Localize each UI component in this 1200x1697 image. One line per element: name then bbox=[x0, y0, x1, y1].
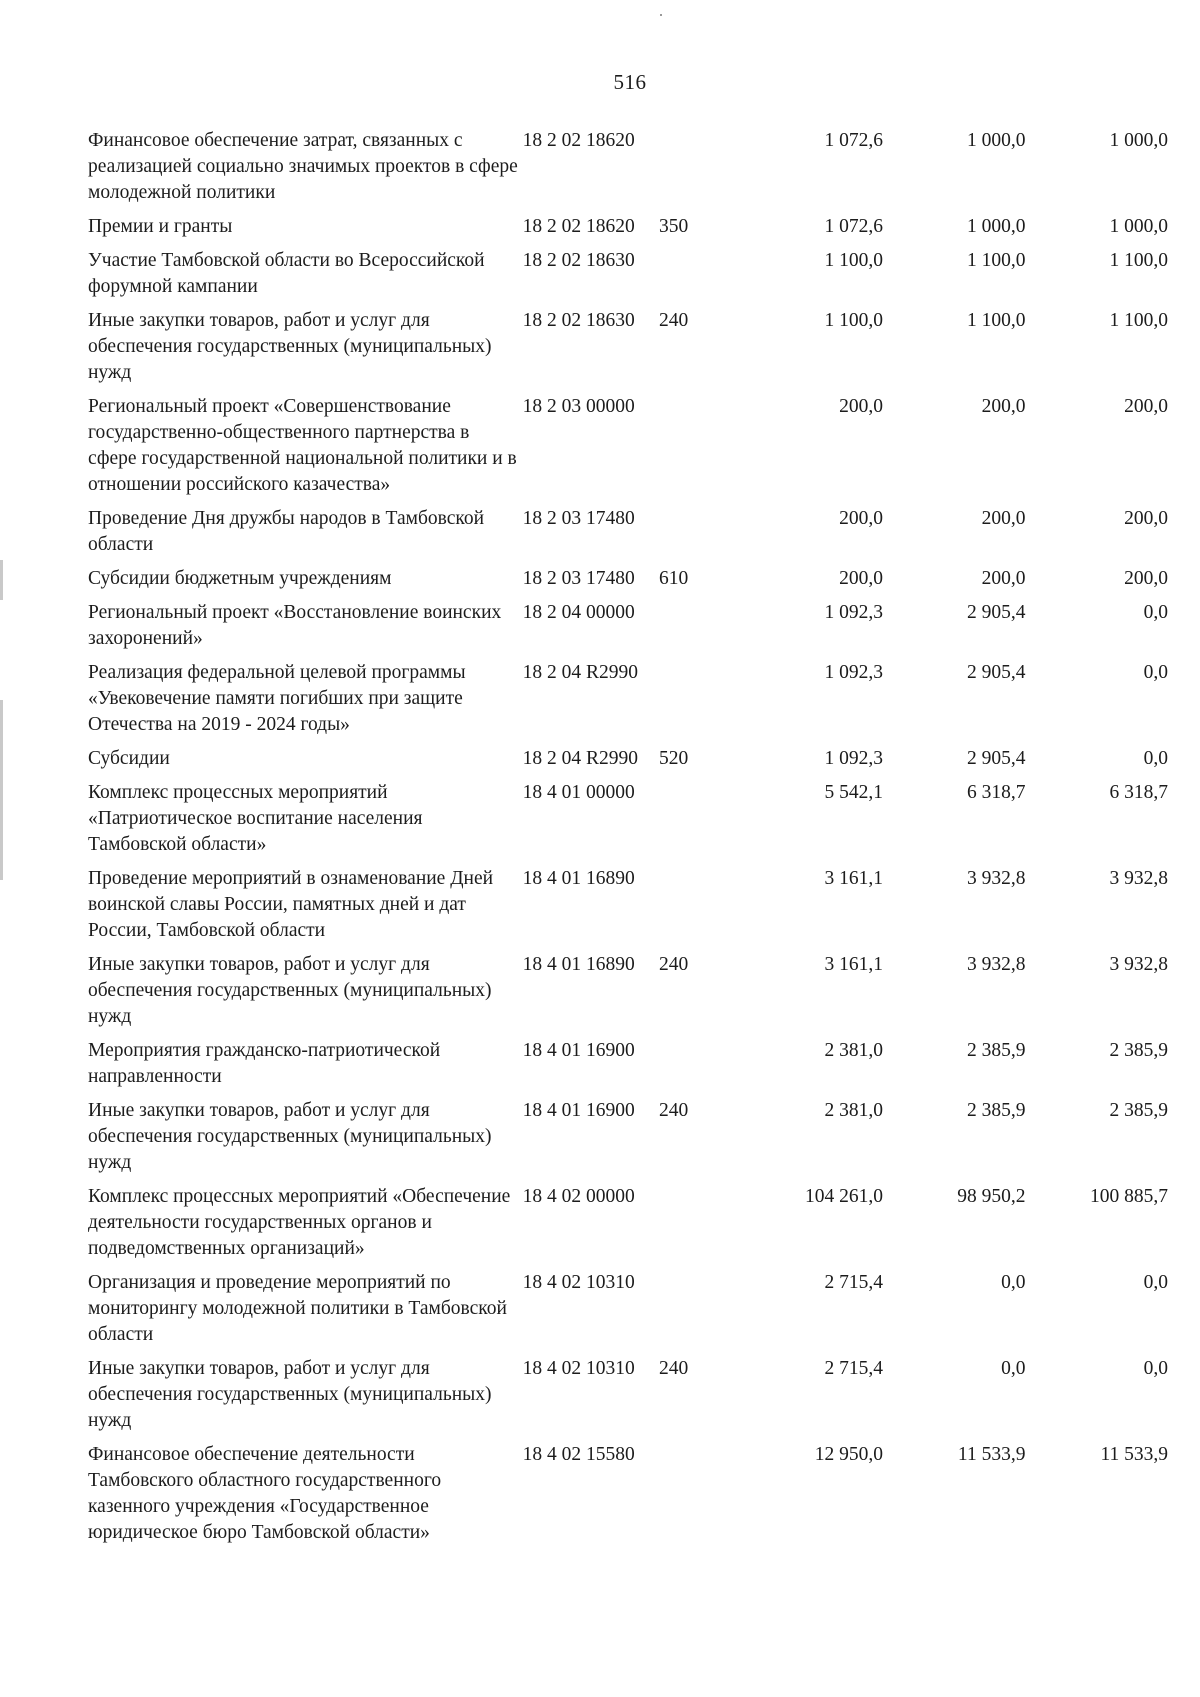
expenditure-type-code: 520 bbox=[659, 748, 689, 769]
target-article-code: 18 4 01 16900 bbox=[522, 1040, 635, 1061]
item-name: Финансовое обеспечение деятельности Тамбовского областного государственного казенного учреждения «Государственное юридическое бюро Тамбовской области» bbox=[88, 1444, 442, 1543]
amount-year-3: 3 932,8 bbox=[1109, 954, 1168, 975]
amount-year-2: 200,0 bbox=[981, 396, 1026, 417]
table-row bbox=[88, 394, 1168, 506]
table-row bbox=[88, 1098, 1168, 1184]
expenditure-type-code bbox=[659, 1184, 730, 1270]
amount-year-1: 1 100,0 bbox=[824, 250, 883, 271]
amount-year-1: 2 381,0 bbox=[824, 1040, 883, 1061]
expenditure-type-code bbox=[659, 1442, 730, 1554]
amount-year-2: 3 932,8 bbox=[966, 954, 1026, 975]
item-name: Субсидии bbox=[88, 748, 170, 769]
target-article-code: 18 2 03 17480 bbox=[522, 508, 635, 529]
amount-year-3: 200,0 bbox=[1124, 396, 1168, 417]
amount-year-1: 12 950,0 bbox=[814, 1444, 883, 1465]
expenditure-type-code bbox=[659, 1270, 730, 1356]
page-number: 516 bbox=[613, 70, 647, 94]
amount-year-3: 200,0 bbox=[1124, 568, 1168, 589]
scan-speck bbox=[660, 14, 662, 16]
amount-year-1: 2 715,4 bbox=[824, 1358, 883, 1379]
expenditure-type-code bbox=[659, 394, 730, 506]
amount-year-1: 1 092,3 bbox=[824, 662, 883, 683]
expenditure-type-code bbox=[659, 248, 730, 308]
amount-year-2: 6 318,7 bbox=[966, 782, 1026, 803]
amount-year-3: 2 385,9 bbox=[1109, 1100, 1168, 1121]
amount-year-3: 200,0 bbox=[1124, 508, 1168, 529]
amount-year-3: 100 885,7 bbox=[1090, 1186, 1168, 1207]
amount-year-1: 200,0 bbox=[839, 508, 883, 529]
target-article-code: 18 4 01 00000 bbox=[522, 782, 635, 803]
expenditure-type-code bbox=[659, 660, 730, 746]
item-name: Проведение мероприятий в ознаменование Дней воинской славы России, памятных дней и дат России, Тамбовской области bbox=[88, 868, 494, 941]
amount-year-1: 2 715,4 bbox=[824, 1272, 883, 1293]
item-name: Региональный проект «Совершенствование государственно-общественного партнерства в сфере государственной национальной политики и в отношении российского казачества» bbox=[88, 396, 517, 495]
expenditure-type-code bbox=[659, 128, 730, 214]
amount-year-2: 2 385,9 bbox=[966, 1100, 1026, 1121]
scan-edge-mark bbox=[0, 700, 3, 880]
amount-year-2: 200,0 bbox=[981, 568, 1026, 589]
expenditure-type-code: 240 bbox=[659, 1100, 689, 1121]
target-article-code: 18 2 02 18620 bbox=[522, 216, 635, 237]
target-article-code: 18 2 02 18630 bbox=[522, 310, 635, 331]
item-name: Премии и гранты bbox=[88, 216, 233, 237]
table-row bbox=[88, 866, 1168, 952]
table-row bbox=[88, 248, 1168, 308]
target-article-code: 18 2 04 00000 bbox=[522, 602, 635, 623]
amount-year-2: 200,0 bbox=[981, 508, 1026, 529]
item-name: Иные закупки товаров, работ и услуг для обеспечения государственных (муниципальных) нужд bbox=[88, 1100, 492, 1173]
target-article-code: 18 2 03 00000 bbox=[522, 396, 635, 417]
item-name: Организация и проведение мероприятий по мониторингу молодежной политики в Тамбовской области bbox=[88, 1272, 507, 1345]
amount-year-3: 1 000,0 bbox=[1109, 216, 1168, 237]
amount-year-3: 2 385,9 bbox=[1109, 1040, 1168, 1061]
target-article-code: 18 2 03 17480 bbox=[522, 568, 635, 589]
target-article-code: 18 4 01 16890 bbox=[522, 954, 635, 975]
item-name: Комплекс процессных мероприятий «Патриотическое воспитание населения Тамбовской области» bbox=[88, 782, 423, 855]
item-name: Комплекс процессных мероприятий «Обеспечение деятельности государственных органов и подведомственных организаций» bbox=[88, 1186, 511, 1259]
table-row bbox=[88, 952, 1168, 1038]
item-name: Проведение Дня дружбы народов в Тамбовской области bbox=[88, 508, 485, 555]
amount-year-2: 1 100,0 bbox=[966, 250, 1026, 271]
amount-year-2: 11 533,9 bbox=[957, 1444, 1026, 1465]
amount-year-1: 3 161,1 bbox=[824, 868, 883, 889]
amount-year-3: 6 318,7 bbox=[1109, 782, 1168, 803]
expenditure-type-code: 350 bbox=[659, 216, 689, 237]
item-name: Реализация федеральной целевой программы «Увековечение памяти погибших при защите Отечества на 2019 - 2024 годы» bbox=[88, 662, 466, 735]
target-article-code: 18 2 02 18620 bbox=[522, 130, 635, 151]
target-article-code: 18 4 01 16890 bbox=[522, 868, 635, 889]
amount-year-2: 1 100,0 bbox=[966, 310, 1026, 331]
expenditure-type-code bbox=[659, 600, 730, 660]
amount-year-3: 11 533,9 bbox=[1100, 1444, 1168, 1465]
amount-year-3: 0,0 bbox=[1143, 1358, 1168, 1379]
amount-year-1: 1 100,0 bbox=[824, 310, 883, 331]
expenditure-type-code: 610 bbox=[659, 568, 689, 589]
target-article-code: 18 2 02 18630 bbox=[522, 250, 635, 271]
table-row bbox=[88, 1184, 1168, 1270]
amount-year-3: 1 100,0 bbox=[1109, 250, 1168, 271]
amount-year-2: 2 905,4 bbox=[966, 602, 1026, 623]
amount-year-3: 3 932,8 bbox=[1109, 868, 1168, 889]
target-article-code: 18 2 04 R2990 bbox=[522, 662, 639, 683]
item-name: Иные закупки товаров, работ и услуг для обеспечения государственных (муниципальных) нужд bbox=[88, 954, 492, 1027]
target-article-code: 18 4 02 00000 bbox=[522, 1186, 635, 1207]
amount-year-1: 3 161,1 bbox=[824, 954, 883, 975]
budget-table bbox=[88, 128, 1168, 1554]
amount-year-2: 2 905,4 bbox=[966, 662, 1026, 683]
table-row bbox=[88, 1270, 1168, 1356]
amount-year-2: 98 950,2 bbox=[957, 1186, 1026, 1207]
item-name: Субсидии бюджетным учреждениям bbox=[88, 568, 392, 589]
item-name: Иные закупки товаров, работ и услуг для обеспечения государственных (муниципальных) нужд bbox=[88, 1358, 492, 1431]
amount-year-1: 1 092,3 bbox=[824, 748, 883, 769]
amount-year-1: 1 092,3 bbox=[824, 602, 883, 623]
expenditure-type-code bbox=[659, 866, 730, 952]
table-row bbox=[88, 1038, 1168, 1098]
amount-year-3: 0,0 bbox=[1143, 662, 1168, 683]
amount-year-2: 3 932,8 bbox=[966, 868, 1026, 889]
table-row bbox=[88, 780, 1168, 866]
amount-year-3: 1 000,0 bbox=[1109, 130, 1168, 151]
table-row bbox=[88, 660, 1168, 746]
amount-year-3: 0,0 bbox=[1143, 1272, 1168, 1293]
item-name: Участие Тамбовской области во Всероссийской форумной кампании bbox=[88, 250, 485, 297]
table-row bbox=[88, 566, 1168, 600]
table-row bbox=[88, 1356, 1168, 1442]
target-article-code: 18 2 04 R2990 bbox=[522, 748, 639, 769]
table-row bbox=[88, 600, 1168, 660]
amount-year-2: 0,0 bbox=[1001, 1358, 1026, 1379]
expenditure-type-code: 240 bbox=[659, 1358, 689, 1379]
expenditure-type-code: 240 bbox=[659, 310, 689, 331]
amount-year-1: 5 542,1 bbox=[824, 782, 883, 803]
target-article-code: 18 4 01 16900 bbox=[522, 1100, 635, 1121]
item-name: Региональный проект «Восстановление воинских захоронений» bbox=[88, 602, 502, 649]
amount-year-3: 0,0 bbox=[1143, 602, 1168, 623]
target-article-code: 18 4 02 10310 bbox=[522, 1272, 635, 1293]
amount-year-3: 1 100,0 bbox=[1109, 310, 1168, 331]
item-name: Мероприятия гражданско-патриотической направленности bbox=[88, 1040, 441, 1087]
amount-year-1: 1 072,6 bbox=[824, 216, 883, 237]
amount-year-3: 0,0 bbox=[1143, 748, 1168, 769]
item-name: Финансовое обеспечение затрат, связанных с реализацией социально значимых проектов в сфере молодежной политики bbox=[88, 130, 518, 203]
amount-year-1: 1 072,6 bbox=[824, 130, 883, 151]
scan-edge-mark bbox=[0, 560, 3, 600]
table-row bbox=[88, 128, 1168, 214]
table-row bbox=[88, 214, 1168, 248]
target-article-code: 18 4 02 10310 bbox=[522, 1358, 635, 1379]
amount-year-1: 200,0 bbox=[839, 568, 883, 589]
item-name: Иные закупки товаров, работ и услуг для обеспечения государственных (муниципальных) нужд bbox=[88, 310, 492, 383]
expenditure-type-code bbox=[659, 506, 730, 566]
expenditure-type-code bbox=[659, 1038, 730, 1098]
amount-year-2: 2 385,9 bbox=[966, 1040, 1026, 1061]
amount-year-2: 2 905,4 bbox=[966, 748, 1026, 769]
amount-year-1: 200,0 bbox=[839, 396, 883, 417]
target-article-code: 18 4 02 15580 bbox=[522, 1444, 635, 1465]
table-row bbox=[88, 1442, 1168, 1554]
amount-year-2: 0,0 bbox=[1001, 1272, 1026, 1293]
amount-year-1: 2 381,0 bbox=[824, 1100, 883, 1121]
table-body bbox=[88, 128, 1168, 1554]
table-row bbox=[88, 308, 1168, 394]
amount-year-1: 104 261,0 bbox=[804, 1186, 883, 1207]
table-row bbox=[88, 506, 1168, 566]
amount-year-2: 1 000,0 bbox=[966, 130, 1026, 151]
table-row bbox=[88, 746, 1168, 780]
expenditure-type-code: 240 bbox=[659, 954, 689, 975]
amount-year-2: 1 000,0 bbox=[966, 216, 1026, 237]
expenditure-type-code bbox=[659, 780, 730, 866]
